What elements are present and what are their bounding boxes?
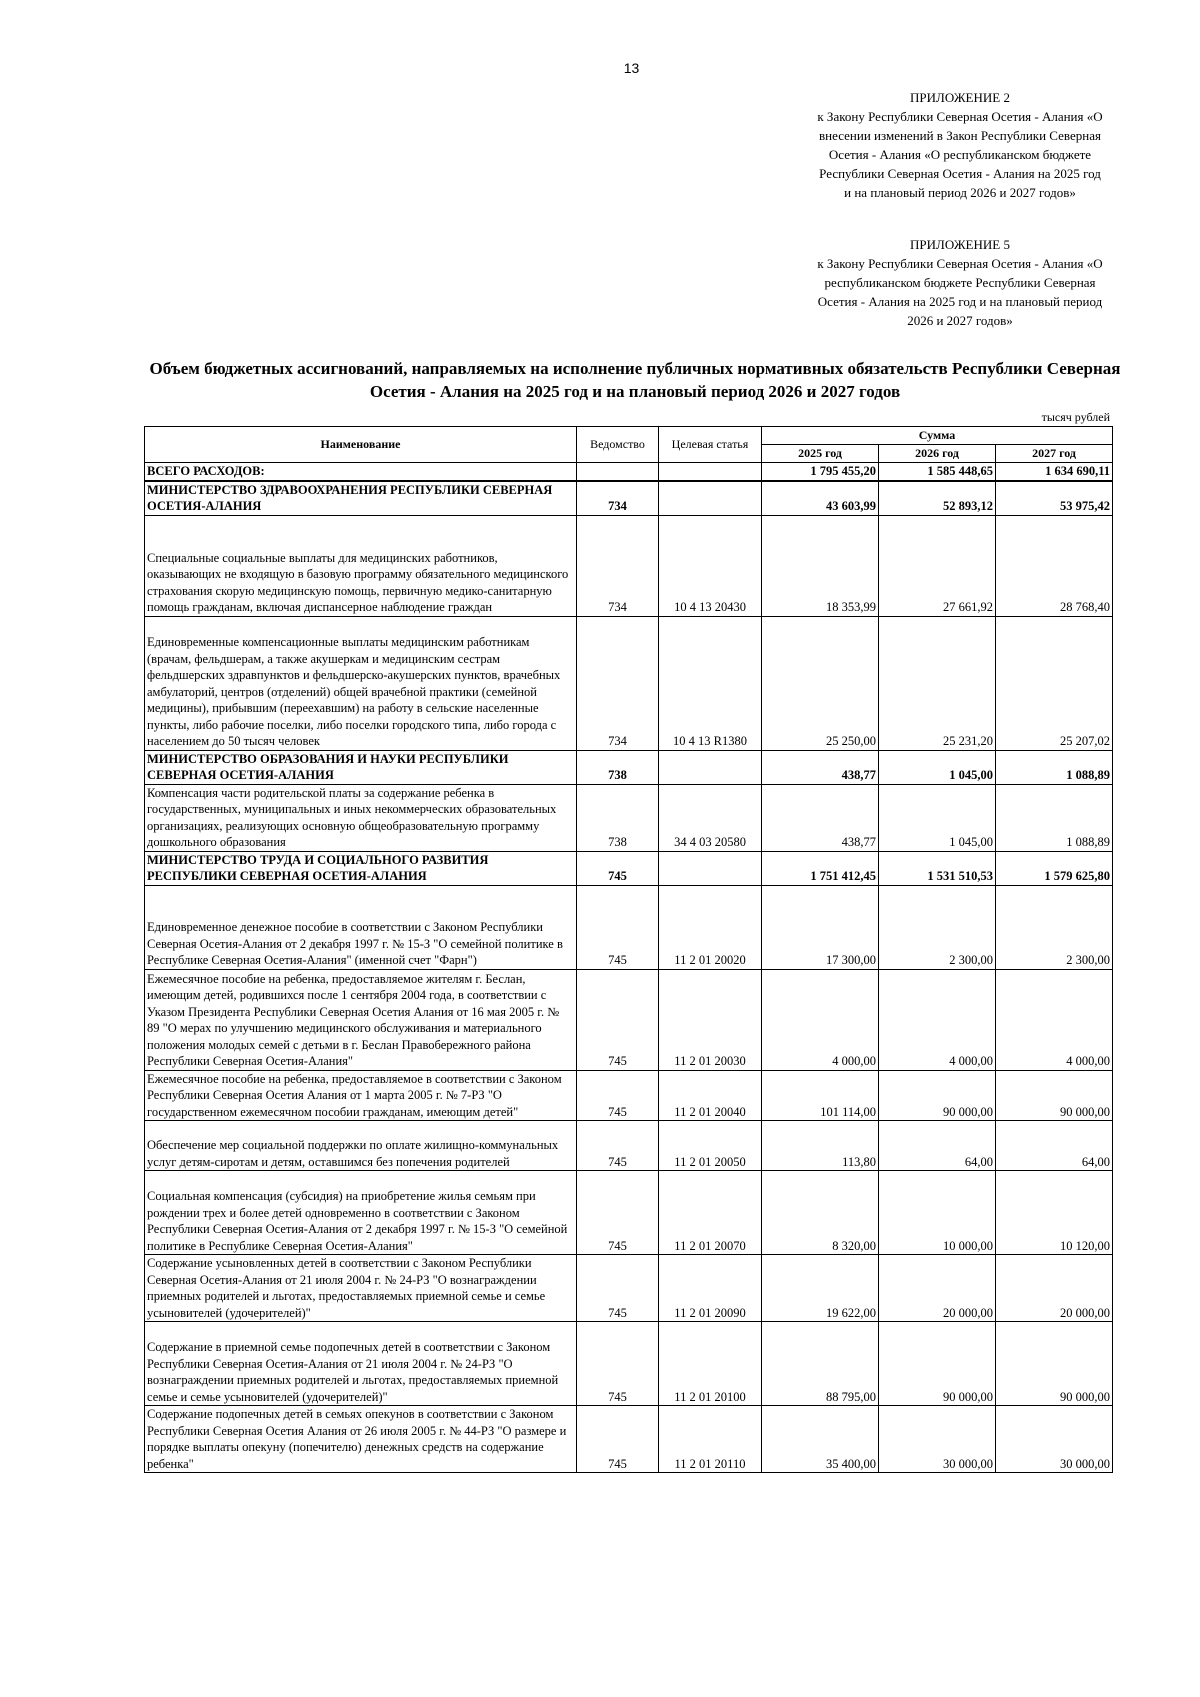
unit-label: тысяч рублей	[1041, 410, 1110, 424]
cell-amount-2026: 1 585 448,65	[879, 463, 996, 481]
cell-department: 745	[577, 885, 659, 969]
cell-department: 745	[577, 1070, 659, 1121]
cell-target-article	[659, 481, 762, 516]
cell-amount-2025: 35 400,00	[762, 1406, 879, 1473]
cell-name: ВСЕГО РАСХОДОВ:	[145, 463, 577, 481]
cell-name: Содержание подопечных детей в семьях опекунов в соответствии с Законом Республики Северная Осетия Алания от 26 июля 2005 г. № 44-РЗ "О размере и порядке выплаты опекуну (попечителю) денежных средств на содержание ребенка"	[145, 1406, 577, 1473]
cell-amount-2025: 1 795 455,20	[762, 463, 879, 481]
page-number: 13	[623, 60, 640, 76]
cell-department: 745	[577, 1121, 659, 1171]
cell-amount-2025: 43 603,99	[762, 481, 879, 516]
header-year-2025: 2025 год	[762, 445, 879, 463]
cell-amount-2025: 19 622,00	[762, 1255, 879, 1322]
cell-target-article	[659, 750, 762, 784]
cell-amount-2027: 2 300,00	[996, 885, 1113, 969]
appendix-5-text: к Закону Республики Северная Осетия - Алания «О республиканском бюджете Республики Северная Осетия - Алания на 2025 год и на плановый период 2026 и 2027 годов»	[817, 256, 1103, 328]
appendix-5-block	[815, 235, 1105, 330]
cell-department: 745	[577, 1406, 659, 1473]
cell-amount-2026: 20 000,00	[879, 1255, 996, 1322]
table-row	[145, 1255, 1113, 1322]
cell-amount-2025: 17 300,00	[762, 885, 879, 969]
cell-amount-2027: 10 120,00	[996, 1171, 1113, 1255]
table-row	[145, 1171, 1113, 1255]
cell-department: 745	[577, 1171, 659, 1255]
table-row	[145, 851, 1113, 885]
cell-target-article: 11 2 01 20050	[659, 1121, 762, 1171]
cell-name: Единовременные компенсационные выплаты медицинским работникам (врачам, фельдшерам, а также акушеркам и медицинским сестрам фельдшерских здравпунктов и фельдшерско-акушерских пунктов, врачебных амбулаторий, центров (отделений) общей врачебной практики (семейной медицины), прибывшим (переехавшим) на работу в сельские населенные пункты, либо рабочие поселки, либо поселки городского типа, либо города с населением до 50 тысяч человек	[145, 616, 577, 750]
table-row	[145, 1322, 1113, 1406]
budget-table	[144, 426, 1113, 1473]
header-year-2026: 2026 год	[879, 445, 996, 463]
table-row	[145, 1121, 1113, 1171]
cell-amount-2026: 90 000,00	[879, 1322, 996, 1406]
cell-amount-2025: 25 250,00	[762, 616, 879, 750]
cell-name: МИНИСТЕРСТВО ТРУДА И СОЦИАЛЬНОГО РАЗВИТИЯ РЕСПУБЛИКИ СЕВЕРНАЯ ОСЕТИЯ-АЛАНИЯ	[145, 851, 577, 885]
cell-amount-2027: 90 000,00	[996, 1322, 1113, 1406]
cell-department: 745	[577, 969, 659, 1070]
cell-department: 738	[577, 750, 659, 784]
cell-amount-2026: 4 000,00	[879, 969, 996, 1070]
appendix-2-text: к Закону Республики Северная Осетия - Алания «О внесении изменений в Закон Республики Северная Осетия - Алания «О республиканском бюджете Республики Северная Осетия - Алания на 2025 год и на плановый период 2026 и 2027 годов»	[817, 109, 1103, 200]
cell-amount-2026: 27 661,92	[879, 515, 996, 616]
cell-name: МИНИСТЕРСТВО ЗДРАВООХРАНЕНИЯ РЕСПУБЛИКИ СЕВЕРНАЯ ОСЕТИЯ-АЛАНИЯ	[145, 481, 577, 516]
cell-amount-2027: 30 000,00	[996, 1406, 1113, 1473]
table-row	[145, 463, 1113, 481]
cell-name: Специальные социальные выплаты для медицинских работников, оказывающих не входящую в базовую программу обязательного медицинского страхования скорую медицинскую помощь, первичную медико-санитарную помощь гражданам, включая диспансерное наблюдение граждан	[145, 515, 577, 616]
header-sum: Сумма	[762, 427, 1113, 445]
cell-amount-2027: 28 768,40	[996, 515, 1113, 616]
cell-target-article: 11 2 01 20040	[659, 1070, 762, 1121]
table-row	[145, 784, 1113, 851]
cell-target-article: 10 4 13 20430	[659, 515, 762, 616]
header-target-article: Целевая статья	[659, 427, 762, 463]
cell-amount-2026: 1 045,00	[879, 784, 996, 851]
appendix-2-block	[815, 88, 1105, 202]
cell-amount-2026: 1 045,00	[879, 750, 996, 784]
cell-amount-2026: 30 000,00	[879, 1406, 996, 1473]
cell-amount-2027: 1 088,89	[996, 784, 1113, 851]
cell-target-article: 11 2 01 20090	[659, 1255, 762, 1322]
cell-amount-2027: 1 634 690,11	[996, 463, 1113, 481]
cell-amount-2026: 64,00	[879, 1121, 996, 1171]
cell-amount-2025: 438,77	[762, 784, 879, 851]
cell-department: 745	[577, 1255, 659, 1322]
table-row	[145, 515, 1113, 616]
cell-target-article	[659, 463, 762, 481]
cell-target-article: 11 2 01 20070	[659, 1171, 762, 1255]
cell-department: 738	[577, 784, 659, 851]
cell-target-article: 11 2 01 20020	[659, 885, 762, 969]
cell-amount-2025: 8 320,00	[762, 1171, 879, 1255]
cell-amount-2026: 10 000,00	[879, 1171, 996, 1255]
cell-amount-2027: 20 000,00	[996, 1255, 1113, 1322]
cell-amount-2026: 52 893,12	[879, 481, 996, 516]
cell-amount-2027: 25 207,02	[996, 616, 1113, 750]
cell-amount-2027: 4 000,00	[996, 969, 1113, 1070]
appendix-5-title: ПРИЛОЖЕНИЕ 5	[910, 237, 1010, 252]
cell-name: Ежемесячное пособие на ребенка, предоставляемое жителям г. Беслан, имеющим детей, родившихся после 1 сентября 2004 года, в соответствии с Указом Президента Республики Северная Осетия Алания от 16 мая 2005 г. № 89 "О мерах по улучшению медицинского обслуживания и материального положения молодых семей с детьми в г. Беслан Правобережного района Республики Северная Осетия-Алания"	[145, 969, 577, 1070]
cell-name: Обеспечение мер социальной поддержки по оплате жилищно-коммунальных услуг детям-сиротам и детям, оставшимся без попечения родителей	[145, 1121, 577, 1171]
table-row	[145, 885, 1113, 969]
cell-amount-2026: 1 531 510,53	[879, 851, 996, 885]
cell-amount-2026: 90 000,00	[879, 1070, 996, 1121]
cell-department: 745	[577, 1322, 659, 1406]
cell-target-article: 11 2 01 20110	[659, 1406, 762, 1473]
cell-amount-2027: 90 000,00	[996, 1070, 1113, 1121]
cell-amount-2027: 1 579 625,80	[996, 851, 1113, 885]
cell-amount-2025: 18 353,99	[762, 515, 879, 616]
cell-amount-2026: 25 231,20	[879, 616, 996, 750]
cell-department	[577, 463, 659, 481]
cell-amount-2025: 4 000,00	[762, 969, 879, 1070]
cell-name: Единовременное денежное пособие в соответствии с Законом Республики Северная Осетия-Алания от 2 декабря 1997 г. № 15-З "О семейной политике в Республике Северная Осетия-Алания" (именной счет "Фарн")	[145, 885, 577, 969]
cell-department: 734	[577, 515, 659, 616]
header-name: Наименование	[145, 427, 577, 463]
document-title: Объем бюджетных ассигнований, направляемых на исполнение публичных нормативных обязательств Республики Северная Осетия - Алания на 2025 год и на плановый период 2026 и 2027 годов	[149, 359, 1121, 401]
table-row	[145, 481, 1113, 516]
cell-target-article: 11 2 01 20030	[659, 969, 762, 1070]
cell-department: 734	[577, 481, 659, 516]
cell-target-article: 11 2 01 20100	[659, 1322, 762, 1406]
cell-name: Компенсация части родительской платы за содержание ребенка в государственных, муниципальных и иных некоммерческих образовательных организациях, реализующих основную общеобразовательную программу дошкольного образования	[145, 784, 577, 851]
cell-amount-2025: 438,77	[762, 750, 879, 784]
cell-amount-2026: 2 300,00	[879, 885, 996, 969]
header-department: Ведомство	[577, 427, 659, 463]
cell-name: Содержание в приемной семье подопечных детей в соответствии с Законом Республики Северная Осетия-Алания от 21 июля 2004 г. № 24-РЗ "О вознаграждении приемных родителей и льготах, предоставляемых приемной семье и семье усыновителей (удочерителей)"	[145, 1322, 577, 1406]
header-year-2027: 2027 год	[996, 445, 1113, 463]
table-row	[145, 1406, 1113, 1473]
cell-department: 745	[577, 851, 659, 885]
cell-amount-2027: 53 975,42	[996, 481, 1113, 516]
table-row	[145, 616, 1113, 750]
cell-amount-2025: 88 795,00	[762, 1322, 879, 1406]
cell-amount-2025: 113,80	[762, 1121, 879, 1171]
cell-target-article: 34 4 03 20580	[659, 784, 762, 851]
cell-amount-2027: 1 088,89	[996, 750, 1113, 784]
cell-name: Ежемесячное пособие на ребенка, предоставляемое в соответствии с Законом Республики Северная Осетия Алания от 1 марта 2005 г. № 7-РЗ "О государственном ежемесячном пособии гражданам, имеющим детей"	[145, 1070, 577, 1121]
cell-amount-2027: 64,00	[996, 1121, 1113, 1171]
cell-name: Содержание усыновленных детей в соответствии с Законом Республики Северная Осетия-Алания от 21 июля 2004 г. № 24-РЗ "О вознаграждении приемных родителей и льготах, предоставляемых приемной семье и семье усыновителей (удочерителей)"	[145, 1255, 577, 1322]
cell-target-article: 10 4 13 R1380	[659, 616, 762, 750]
cell-amount-2025: 1 751 412,45	[762, 851, 879, 885]
appendix-2-title: ПРИЛОЖЕНИЕ 2	[910, 90, 1010, 105]
cell-target-article	[659, 851, 762, 885]
table-body	[145, 463, 1113, 1473]
cell-name: МИНИСТЕРСТВО ОБРАЗОВАНИЯ И НАУКИ РЕСПУБЛИКИ СЕВЕРНАЯ ОСЕТИЯ-АЛАНИЯ	[145, 750, 577, 784]
table-row	[145, 969, 1113, 1070]
table-row	[145, 750, 1113, 784]
cell-name: Социальная компенсация (субсидия) на приобретение жилья семьям при рождении трех и более детей одновременно в соответствии с Законом Республики Северная Осетия-Алания от 2 декабря 1997 г. № 15-З "О семейной политике в Республике Северная Осетия-Алания"	[145, 1171, 577, 1255]
cell-amount-2025: 101 114,00	[762, 1070, 879, 1121]
cell-department: 734	[577, 616, 659, 750]
table-row	[145, 1070, 1113, 1121]
